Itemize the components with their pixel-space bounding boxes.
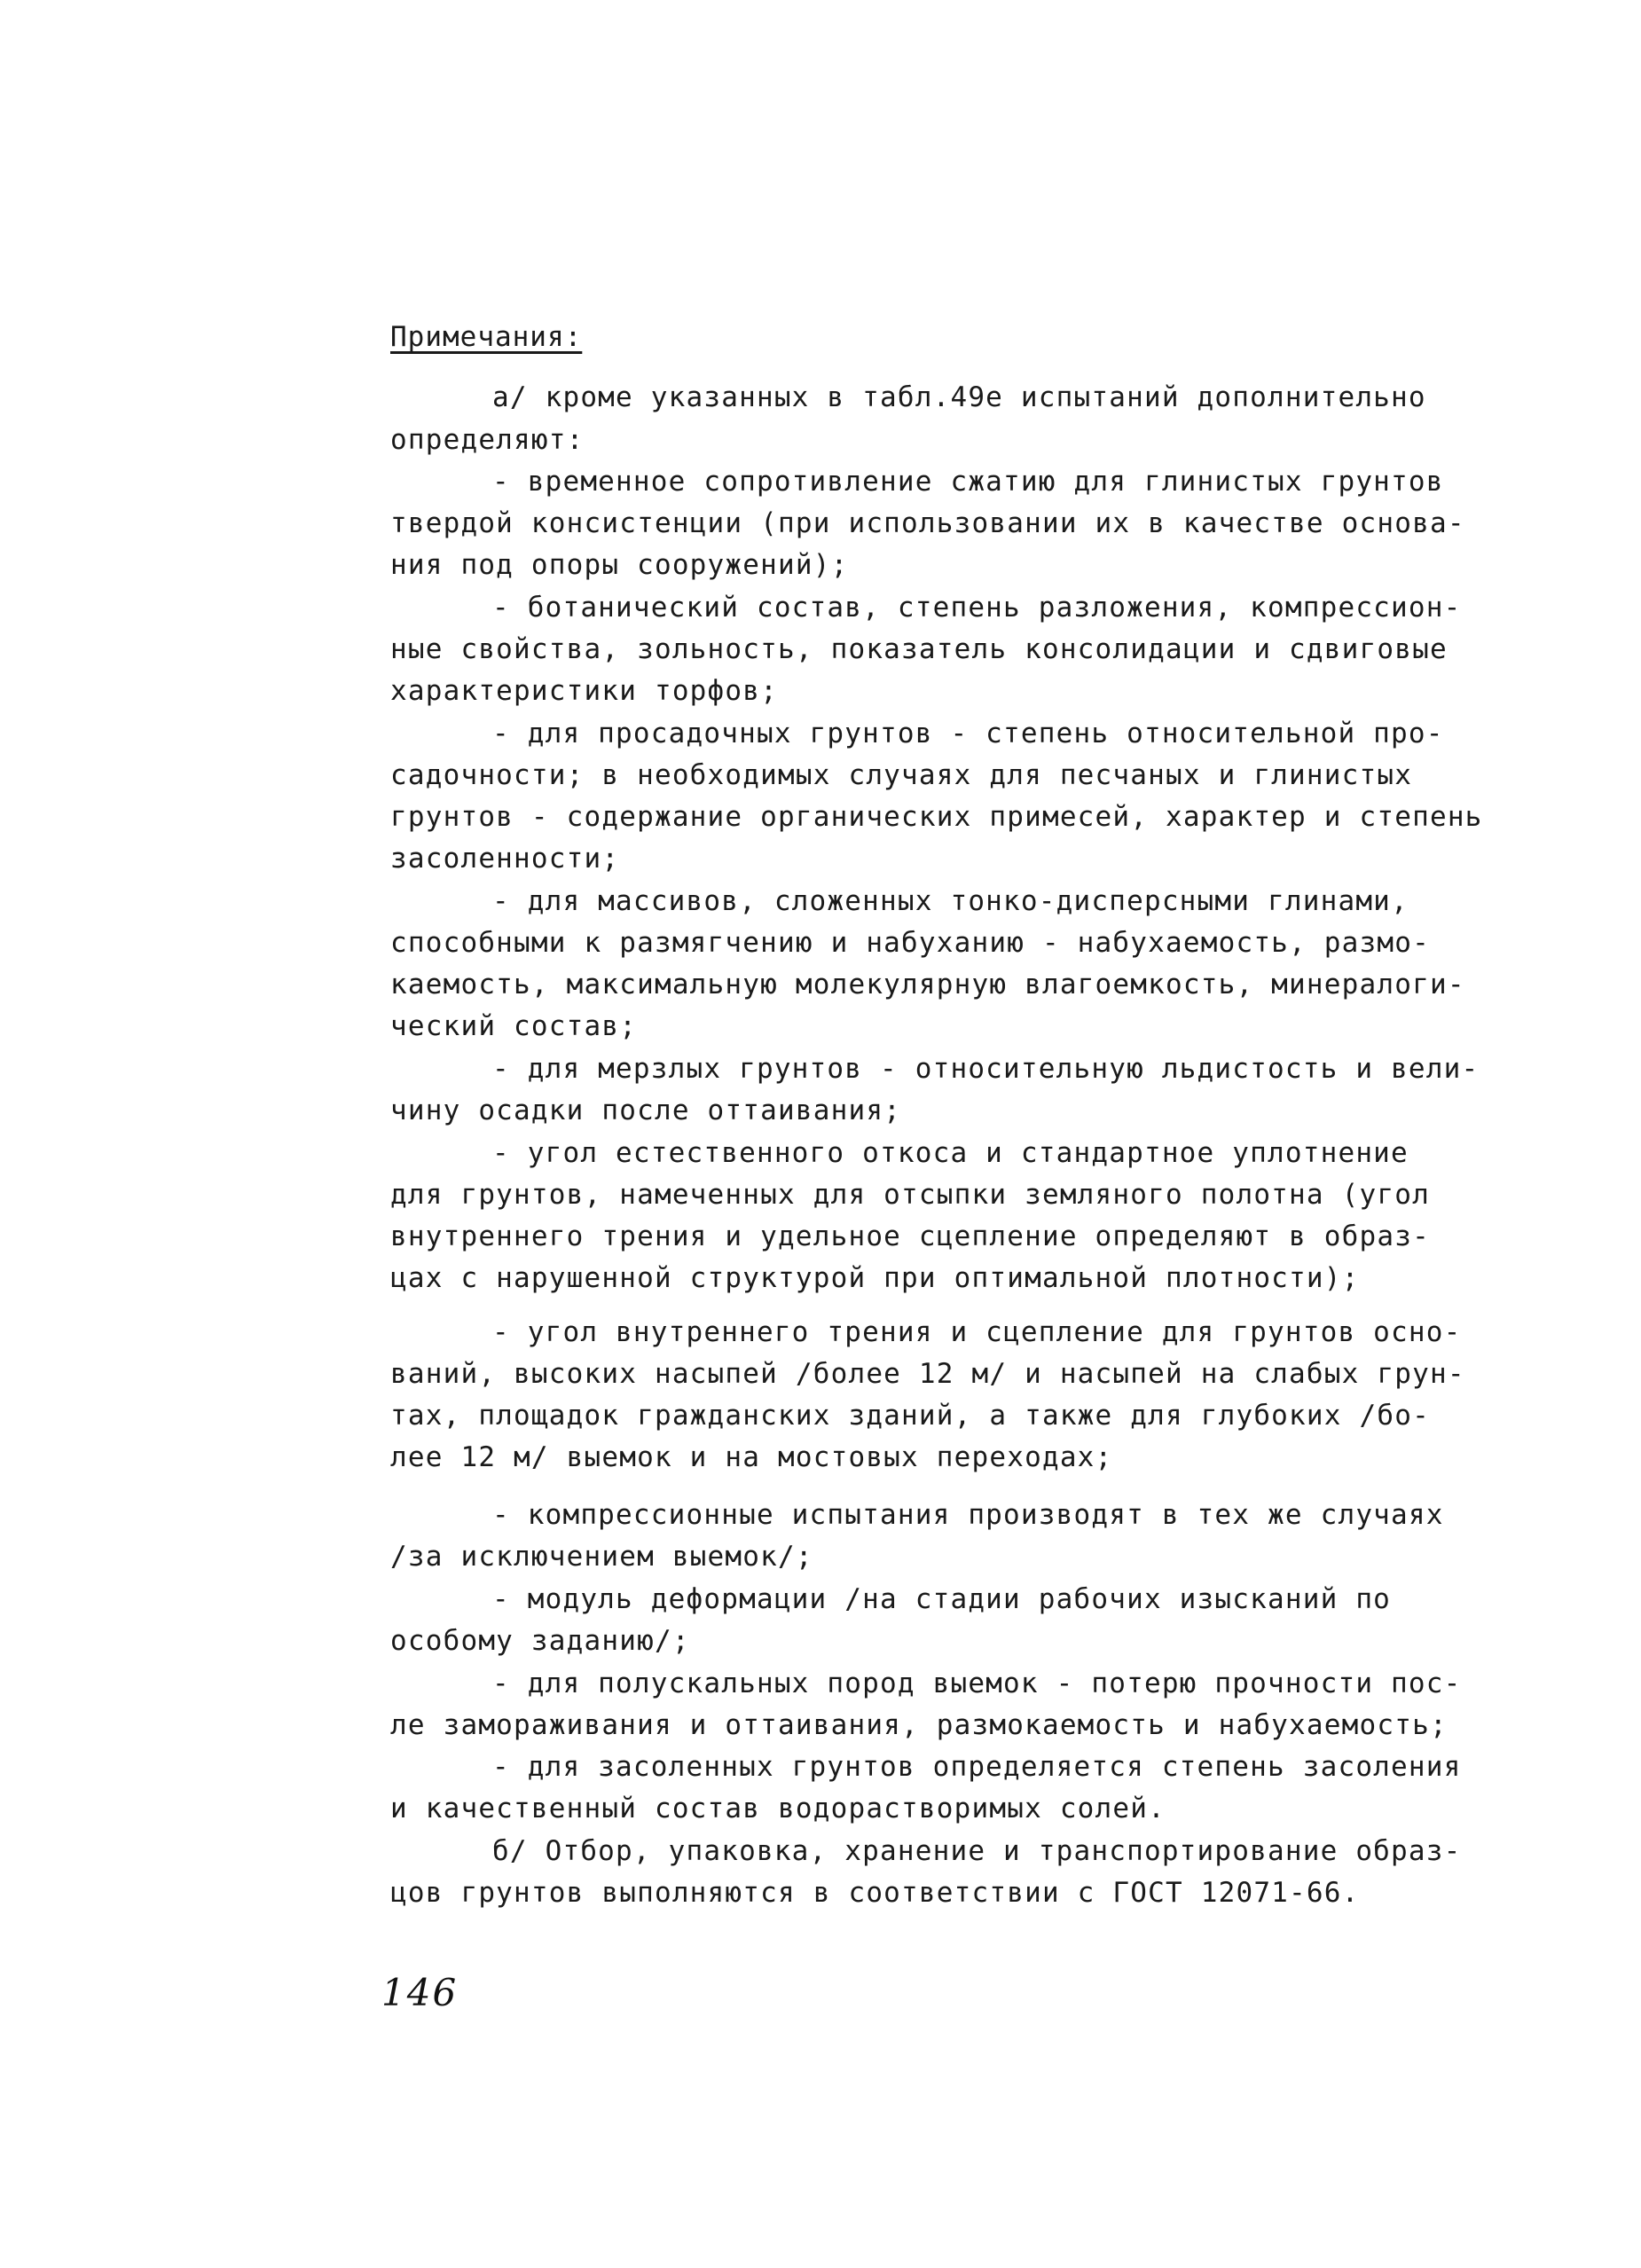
text-line: твердой консистенции (при использовании их в качестве основа-: [390, 507, 1465, 539]
text-line: - для просадочных грунтов - степень относительной про-: [492, 718, 1444, 749]
text-line: - для мерзлых грунтов - относительную льдистость и вели-: [492, 1053, 1480, 1085]
text-line: грунтов - содержание органических примесей, характер и степень: [390, 801, 1483, 833]
text-line: - временное сопротивление сжатию для глинистых грунтов: [492, 466, 1444, 498]
text-line: /за исключением выемок/;: [390, 1541, 813, 1573]
text-line: чину осадки после оттаивания;: [390, 1095, 902, 1126]
text-line: каемость, максимальную молекулярную влагоемкость, минералоги-: [390, 969, 1465, 1001]
text-line: засоленности;: [390, 843, 620, 875]
text-line: способными к размягчению и набуханию - набухаемость, размо-: [390, 927, 1430, 959]
text-line: цах с нарушенной структурой при оптимальной плотности);: [390, 1262, 1360, 1294]
text-line: характеристики торфов;: [390, 675, 778, 707]
text-line: - угол внутреннего трения и сцепление для грунтов осно-: [492, 1316, 1462, 1348]
text-line: определяют:: [390, 424, 585, 456]
text-line: ле замораживания и оттаивания, размокаемость и набухаемость;: [390, 1709, 1448, 1741]
text-line: ваний, высоких насыпей /более 12 м/ и насыпей на слабых грун-: [390, 1358, 1465, 1390]
text-line: особому заданию/;: [390, 1625, 690, 1657]
text-line: тах, площадок гражданских зданий, а также для глубоких /бо-: [390, 1400, 1430, 1432]
text-line: лее 12 м/ выемок и на мостовых переходах;: [390, 1441, 1113, 1473]
notes-heading: Примечания:: [390, 321, 583, 353]
text-line: - для засоленных грунтов определяется степень засоления: [492, 1751, 1462, 1783]
text-line: а/ кроме указанных в табл.49е испытаний дополнительно: [492, 381, 1426, 413]
text-line: - для полускальных пород выемок - потерю прочности пос-: [492, 1668, 1462, 1699]
text-line: - ботанический состав, степень разложения, компрессион-: [492, 592, 1462, 624]
text-line: - угол естественного откоса и стандартное уплотнение: [492, 1137, 1409, 1169]
text-line: - для массивов, сложенных тонко-дисперсными глинами,: [492, 885, 1409, 917]
text-line: внутреннего трения и удельное сцепление определяют в образ-: [390, 1220, 1430, 1252]
text-line: садочности; в необходимых случаях для песчаных и глинистых: [390, 759, 1413, 791]
text-line: б/ Отбор, упаковка, хранение и транспортирование образ-: [492, 1835, 1462, 1867]
text-line: ческий состав;: [390, 1010, 638, 1042]
text-line: ния под опоры сооружений);: [390, 549, 849, 581]
text-line: - модуль деформации /на стадии рабочих изысканий по: [492, 1583, 1392, 1615]
text-line: - компрессионные испытания производят в тех же случаях: [492, 1499, 1444, 1531]
text-line: для грунтов, намеченных для отсыпки земляного полотна (угол: [390, 1179, 1430, 1211]
text-line: и качественный состав водорастворимых солей.: [390, 1793, 1166, 1825]
text-line: цов грунтов выполняются в соответствии с ГОСТ 12071-66.: [390, 1877, 1360, 1909]
text-line: ные свойства, зольность, показатель консолидации и сдвиговые: [390, 633, 1448, 665]
page-number: 146: [381, 1971, 459, 2014]
